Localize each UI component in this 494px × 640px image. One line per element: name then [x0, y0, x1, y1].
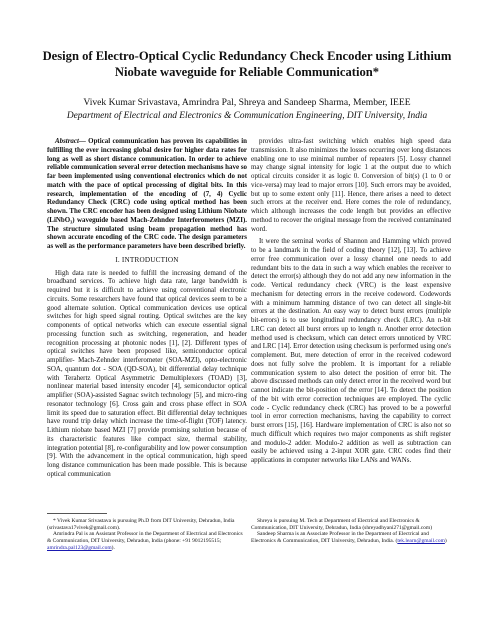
footnote-author-2-end: ).: [111, 544, 115, 551]
right-paragraph-2: It were the seminal works of Shannon and Hamming which proved to be a landmark in the field of coding theory [12], [13]. To achieve error free communication over a lossy channel one needs to add redundant bits to the data in such a way which enables the receiver to detect the error(s) although they do not add any new information in the code. Vertical redundancy check (VRC) is the least expensive mechanism for detecting errors in the receive codeword. Codewords with a minimum hamming distance of two can detect all single-bit errors at the destination. An easy way to detect burst errors (multiple bit-errors) is to use longitudinal redundancy check (LRC). An n-bit LRC can detect all burst errors up to length n. Another error detection method used is checksum, which can detect errors unnoticed by VRC and LRC [14]. Error detection using checksum is performed using one's complement. But, mere detection of error in the received codeword does not fully solve the problem. It is important for a reliable communication system to also detect the position of error bit. The above discussed methods can only detect error in the received word but cannot indicate the bit-position of the error [14]. To detect the position of the bit with error correction techniques are employed. The cyclic code - Cyclic redundancy check (CRC) has proved to be a powerful tool in error correction mechanisms, having the capability to correct burst errors [15], [16]. Hardware implementation of CRC is also not so much difficult which requires two major components as shift register and modulo-2 adder. Modulo-2 addition as well as subtraction can easily be achieved using a 2-input XOR gate. CRC codes find their applications in computer networks like LANs and WANs.: [251, 237, 451, 464]
footnote-author-2-text: Amrindra Pal is an Assistant Professor in the Department of Electrical and Electronics & Communication, DIT University, Dehradun, India (phone: +91 9012195515;: [47, 531, 243, 545]
footnote-author-3: Shreya is pursuing M. Tech at Department of Electrical and Electronics & Communication, DIT University, Dehradun, India (shreyadhyani271@gmail.com): [251, 518, 433, 531]
left-column: [47, 137, 247, 479]
paper-title: Design of Electro-Optical Cyclic Redundancy Check Encoder using Lithium Niobate waveguide for Reliable Communication*: [42, 49, 452, 79]
intro-paragraph-1: High data rate is needed to fulfill the increasing demand of the broadband services. To achieve high data rate, large bandwidth is required but it is difficult to achieve using conventional electronic circuits. Some researchers have found that optical devices seem to be a good alternate solution. Optical communication devices use optical switches for high speed signal routing. Optical switches are the key components of optical networks which can execute essential signal processing function such as switching, regeneration, and header recognition processing at photonic nodes [1], [2]. Different types of optical switches have been proposed like, semiconductor optical amplifier- Mach-Zehnder interferometer (SOA-MZI), opto-electronic SOA, quantum dot - SOA (QD-SOA), bit differential delay technique with Terahertz Optical Asymmetric Demultiplexers (TOAD) [3], nonlinear material based intensity encoder [4], semiconductor optical amplifier (SOA)-assisted Sagnac switch technology [5], and micro-ring resonator technology [6]. Cross gain and cross phase effect in SOA limit its speed due to saturation effect. Bit differential delay techniques have round trip delay which increase the time-of-flight (TOF) latency. Lithium niobate based MZI [7] provide promising solution because of its characteristic features like compact size, thermal stability, integration potential [8], re-configurability and low power consumption [9]. With the advancement in the optical communication, high speed long distance communication has been made possible. This is because optical communication: [47, 268, 247, 478]
abstract: [47, 137, 247, 251]
footnote-divider: [47, 513, 107, 514]
right-column: [251, 137, 451, 465]
footnote-author-1: * Vivek Kumar Srivastava is pursuing Ph.D from DIT University, Dehradun, India (srivastava17vivek@gmail.com).: [47, 518, 235, 531]
right-paragraph-1: provides ultra-fast switching which enables high speed data transmission. It also minimizes the losses occurring over long distances enabling one to use minimal number of repeaters [5]. Lossy channel may change signal intensity for logic 1 at the output due to which optical circuits consider it as logic 0. Conversion of bit(s) (1 to 0 or vice-versa) may lead to major errors [10]. Such errors may be avoided, but up to some extent only [11]. Hence, there arises a need to detect such errors at the receiver end. Here comes the role of redundancy, which although increases the code length but provides an effective method to recover the original message from the received contaminated word.: [251, 137, 451, 233]
abstract-label: Abstract—: [55, 137, 86, 145]
footnotes-left: [47, 518, 247, 552]
section-heading-introduction: I. INTRODUCTION: [115, 255, 179, 264]
footnote-author-2: [47, 531, 247, 551]
author-affiliation: Department of Electrical and Electronics & Communication Engineering, DIT University, India: [66, 111, 428, 121]
footnote-author-4-text: Sandeep Sharma is an Associate Professor in the Department of Electrical and Electronics & Communication, DIT University, Dehradun, India. (: [251, 531, 429, 545]
email-link-sandeep[interactable]: tek.learn@gmail.com: [397, 538, 445, 545]
footnote-author-4-end: ): [444, 538, 447, 545]
footnote-author-4: [251, 531, 451, 544]
email-link-amrindra[interactable]: amrindra.pal123@gmail.com: [47, 544, 112, 551]
footnotes-right: [251, 518, 451, 545]
author-list: Vivek Kumar Srivastava, Amrindra Pal, Shreya and Sandeep Sharma, Member, IEEE: [83, 97, 411, 108]
abstract-text: Optical communication has proven its capabilities in fulfilling the ever increasing global desire for higher data rates for long as well as short distance communication. In order to achieve reliable communication several error detection mechanisms have so far been implemented using conventional electronics which do not match with the pace of optical processing of digital bits. In this research, implementation of the encoding of (7, 4) Cyclic Redundancy Check (CRC) code using optical method has been shown. The CRC encoder has been designed using Lithium Niobate (LiNbO₃) waveguide based Mach-Zehnder Interferometers (MZI). The structure simulated using beam propagation method has shown accurate encoding of the CRC code. The design parameters as well as the performance parameters have been described briefly.: [47, 137, 247, 250]
